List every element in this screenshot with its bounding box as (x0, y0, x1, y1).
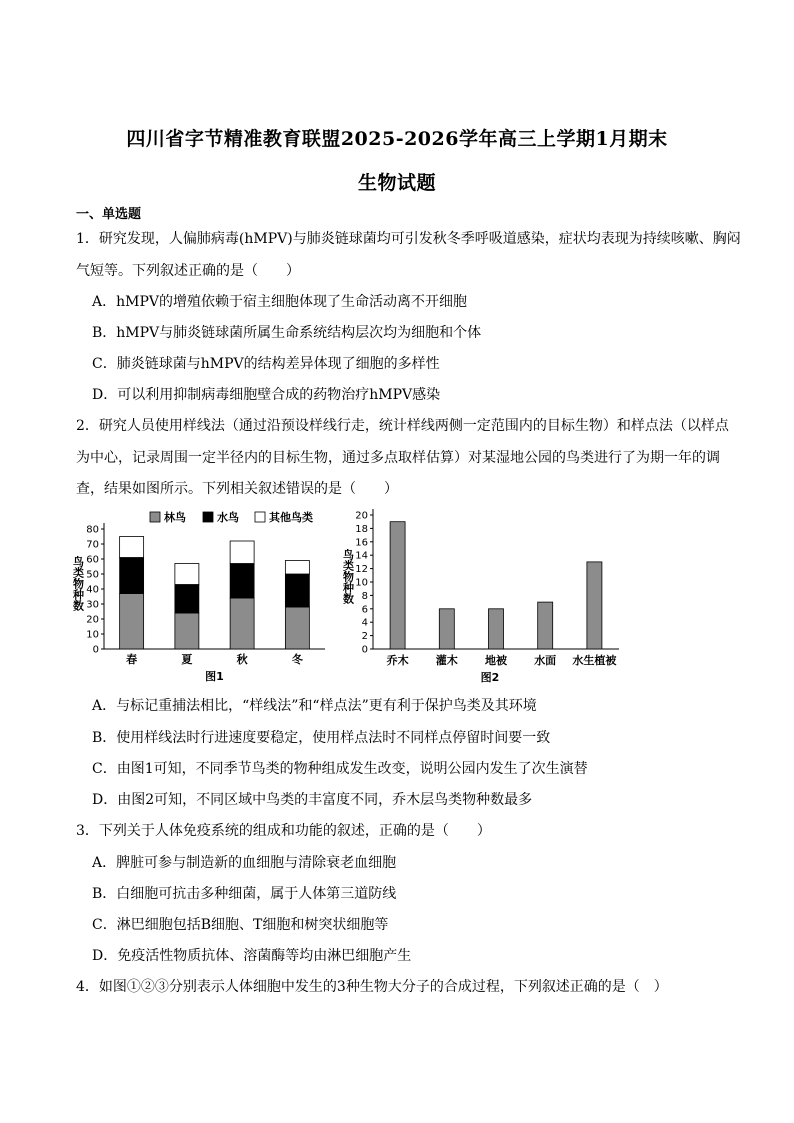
figure-1-chart (70, 510, 345, 690)
fig1-y-tick-label: 80 (86, 524, 99, 536)
fig1-y-tick-label: 10 (86, 629, 99, 641)
fig2-y-tick-label: 14 (355, 550, 368, 562)
fig1-bar-forest (175, 613, 199, 649)
q3-option-a: A．脾脏可参与制造新的血细胞与清除衰老血细胞 (92, 855, 397, 871)
q2-stem-line1: 2．研究人员使用样线法（通过沿预设样线行走，统计样线两侧一定范围内的目标生物）和样点法（以样点 (76, 418, 729, 434)
fig1-y-tick-label: 50 (86, 569, 99, 581)
fig1-x-tick-label: 冬 (291, 653, 303, 666)
q1-stem-line1: 1．研究发现，人偏肺病毒(hMPV)与肺炎链球菌均可引发秋冬季呼吸道感染，症状均表现为持续咳嗽、胸闷 (76, 231, 741, 247)
fig1-y-tick-label: 40 (86, 584, 99, 596)
fig2-x-tick-label: 灌木 (435, 654, 458, 667)
fig2-y-tick-label: 10 (355, 577, 368, 589)
q3-option-d: D．免疫活性物质抗体、溶菌酶等均由淋巴细胞产生 (92, 948, 412, 964)
fig2-y-tick-label: 12 (355, 564, 368, 576)
fig1-y-tick-label: 30 (86, 599, 99, 611)
fig2-caption: 图2 (480, 671, 500, 684)
fig2-y-tick-label: 6 (361, 604, 368, 616)
fig2-y-tick-label: 2 (361, 631, 368, 643)
fig2-x-tick-label: 乔木 (386, 654, 409, 667)
exam-title: 四川省字节精准教育联盟2025-2026学年高三上学期1月期末 (126, 128, 668, 150)
fig2-bar (587, 562, 602, 649)
fig1-y-tick-label: 0 (92, 644, 99, 656)
q3-option-c: C．淋巴细胞包括B细胞、T细胞和树突状细胞等 (92, 917, 389, 933)
fig2-y-tick-label: 4 (361, 617, 368, 629)
q1-option-a: A．hMPV的增殖依赖于宿主细胞体现了生命活动离不开细胞 (92, 294, 467, 310)
figure-2-chart (340, 505, 630, 690)
q2-option-b: B．使用样线法时行进速度要稳定，使用样点法时不同样点停留时间要一致 (92, 730, 551, 746)
fig1-bar-water (285, 574, 309, 607)
fig1-x-tick-label: 秋 (236, 653, 248, 666)
q2-stem-line3: 查，结果如图所示。下列相关叙述错误的是（ ） (76, 481, 398, 497)
fig1-legend-label: 林鸟 (164, 511, 186, 524)
fig1-y-tick-label: 20 (86, 614, 99, 626)
fig1-bar-water (230, 564, 254, 599)
q2-option-c: C．由图1可知，不同季节鸟类的物种组成发生改变，说明公园内发生了次生演替 (92, 761, 588, 777)
q3-option-b: B．白细胞可抗击多种细菌，属于人体第三道防线 (92, 886, 397, 902)
q4-stem-line1: 4．如图①②③分别表示人体细胞中发生的3种生物大分子的合成过程，下列叙述正确的是（ ） (76, 979, 668, 995)
q2-stem-line2: 为中心，记录周围一定半径内的目标生物，通过多点取样估算）对某湿地公园的鸟类进行了为期一年的调 (76, 450, 720, 466)
section-heading: 一、单选题 (76, 207, 142, 222)
q2-option-a: A．与标记重捕法相比，“样线法”和“样点法”更有利于保护鸟类及其环境 (92, 698, 537, 714)
fig2-y-tick-label: 18 (355, 523, 368, 535)
fig2-bar (538, 602, 553, 649)
fig1-legend-swatch (150, 512, 160, 522)
fig1-y-tick-label: 70 (86, 539, 99, 551)
fig2-x-tick-label: 地被 (485, 654, 507, 667)
fig2-bar (439, 609, 454, 649)
fig1-x-tick-label: 春 (126, 653, 138, 666)
q3-stem-line1: 3．下列关于人体免疫系统的组成和功能的叙述，正确的是（ ） (76, 823, 491, 839)
fig2-y-tick-label: 8 (361, 590, 368, 602)
fig2-y-tick-label: 16 (355, 537, 368, 549)
fig1-y-axis-label: 鸟类物种数 (71, 556, 85, 611)
fig1-legend-swatch (255, 512, 265, 522)
fig1-bar-forest (120, 594, 144, 650)
fig2-x-tick-label: 水面 (534, 654, 557, 667)
q2-option-d: D．由图2可知，不同区域中鸟类的丰富度不同，乔木层鸟类物种数最多 (92, 792, 533, 808)
q1-option-c: C．肺炎链球菌与hMPV的结构差异体现了细胞的多样性 (92, 356, 440, 372)
fig1-bar-forest (230, 598, 254, 649)
fig1-bar-other (175, 564, 199, 585)
q1-option-b: B．hMPV与肺炎链球菌所属生命系统结构层次均为细胞和个体 (92, 325, 482, 341)
fig2-bar (390, 522, 405, 649)
fig2-bar (489, 609, 504, 649)
fig1-legend-label: 水鸟 (217, 511, 239, 524)
fig1-y-tick-label: 60 (86, 554, 99, 566)
fig1-caption: 图1 (205, 670, 224, 683)
fig1-bar-other (285, 561, 309, 575)
fig1-x-tick-label: 夏 (181, 653, 193, 666)
fig1-bar-water (175, 585, 199, 614)
fig1-legend-label: 其他鸟类 (269, 511, 313, 524)
fig1-bar-other (120, 537, 144, 558)
q1-stem-line2: 气短等。下列叙述正确的是（ ） (76, 263, 300, 279)
exam-subtitle: 生物试题 (357, 172, 436, 194)
fig2-y-tick-label: 0 (361, 644, 368, 656)
fig1-bar-other (230, 541, 254, 564)
fig2-x-tick-label: 水生植被 (572, 654, 617, 667)
fig2-y-axis-label: 鸟类物种数 (341, 549, 355, 604)
fig1-bar-forest (285, 607, 309, 649)
fig1-bar-water (120, 558, 144, 594)
q1-option-d: D．可以利用抑制病毒细胞壁合成的药物治疗hMPV感染 (92, 387, 441, 403)
fig2-y-tick-label: 20 (355, 510, 368, 522)
fig1-legend-swatch (203, 512, 213, 522)
